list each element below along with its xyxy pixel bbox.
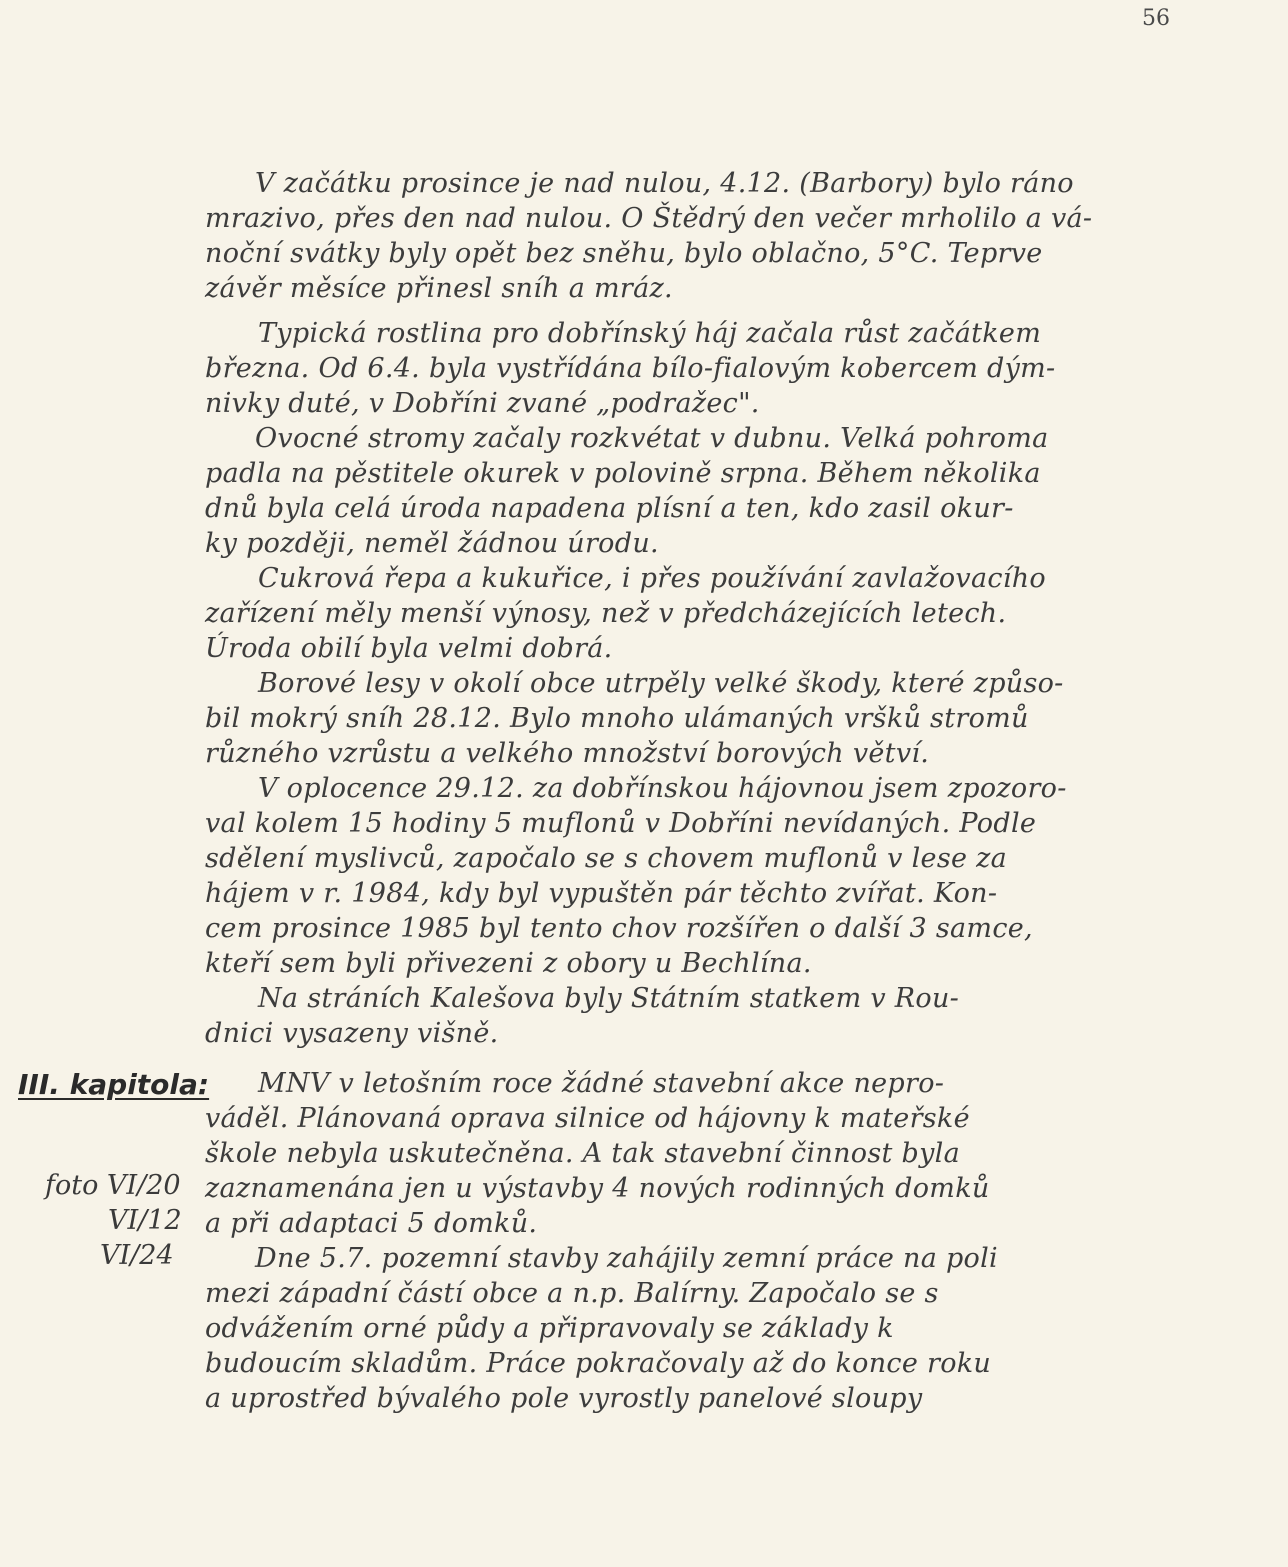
text-line: a při adaptaci 5 domků. (205, 1208, 538, 1239)
text-line: odvážením orné půdy a připravovaly se základy k (205, 1313, 894, 1344)
text-line: Typická rostlina pro dobřínský háj začala růst začátkem (258, 318, 1042, 349)
chapter-heading: III. kapitola: (18, 1068, 210, 1101)
text-line: dnici vysazeny višně. (205, 1018, 499, 1049)
text-line: března. Od 6.4. byla vystřídána bílo-fialovým kobercem dým- (205, 353, 1056, 384)
text-line: škole nebyla uskutečněna. A tak stavební činnost byla (205, 1138, 960, 1169)
text-line: cem prosince 1985 byl tento chov rozšířen o další 3 samce, (205, 913, 1033, 944)
text-line: mezi západní částí obce a n.p. Balírny. Započalo se s (205, 1278, 939, 1309)
photo-reference: foto VI/20 (45, 1170, 181, 1201)
text-line: hájem v r. 1984, kdy byl vypuštěn pár těchto zvířat. Kon- (205, 878, 998, 909)
photo-reference: VI/24 (100, 1240, 174, 1271)
text-line: závěr měsíce přinesl sníh a mráz. (205, 273, 673, 304)
text-line: val kolem 15 hodiny 5 muflonů v Dobříni nevídaných. Podle (205, 808, 1037, 839)
text-line: V oplocence 29.12. za dobřínskou hájovnou jsem zpozoro- (258, 773, 1067, 804)
text-line: Na stráních Kalešova byly Státním statkem v Rou- (258, 983, 960, 1014)
text-line: různého vzrůstu a velkého množství borových větví. (205, 738, 930, 769)
text-line: bil mokrý sníh 28.12. Bylo mnoho ulámaných vršků stromů (205, 703, 1029, 734)
text-line: Dne 5.7. pozemní stavby zahájily zemní práce na poli (255, 1243, 998, 1274)
text-line: zařízení měly menší výnosy, než v předcházejících letech. (205, 598, 1007, 629)
text-line: dnů byla celá úroda napadena plísní a ten, kdo zasil okur- (205, 493, 1014, 524)
text-line: Borové lesy v okolí obce utrpěly velké škody, které způso- (258, 668, 1064, 699)
text-line: budoucím skladům. Práce pokračovaly až do konce roku (205, 1348, 992, 1379)
text-line: sdělení myslivců, započalo se s chovem muflonů v lese za (205, 843, 1008, 874)
text-line: Úroda obilí byla velmi dobrá. (205, 633, 613, 664)
text-line: MNV v letošním roce žádné stavební akce nepro- (258, 1068, 945, 1099)
text-line: ky později, neměl žádnou úrodu. (205, 528, 659, 559)
text-line: nivky duté, v Dobříni zvané „podražec". (205, 388, 760, 419)
photo-reference: VI/12 (108, 1205, 182, 1236)
text-line: noční svátky byly opět bez sněhu, bylo oblačno, 5°C. Teprve (205, 238, 1043, 269)
page-number: 56 (1142, 6, 1170, 31)
text-line: V začátku prosince je nad nulou, 4.12. (Barbory) bylo ráno (255, 168, 1074, 199)
text-line: kteří sem byli přivezeni z obory u Bechlína. (205, 948, 812, 979)
text-line: padla na pěstitele okurek v polovině srpna. Během několika (205, 458, 1041, 489)
text-line: mrazivo, přes den nad nulou. O Štědrý den večer mrholilo a vá- (205, 203, 1093, 234)
text-line: zaznamenána jen u výstavby 4 nových rodinných domků (205, 1173, 990, 1204)
text-line: Ovocné stromy začaly rozkvétat v dubnu. Velká pohroma (255, 423, 1049, 454)
text-line: a uprostřed bývalého pole vyrostly panelové sloupy (205, 1383, 923, 1414)
text-line: váděl. Plánovaná oprava silnice od hájovny k mateřské (205, 1103, 970, 1134)
text-line: Cukrová řepa a kukuřice, i přes používání zavlažovacího (258, 563, 1046, 594)
